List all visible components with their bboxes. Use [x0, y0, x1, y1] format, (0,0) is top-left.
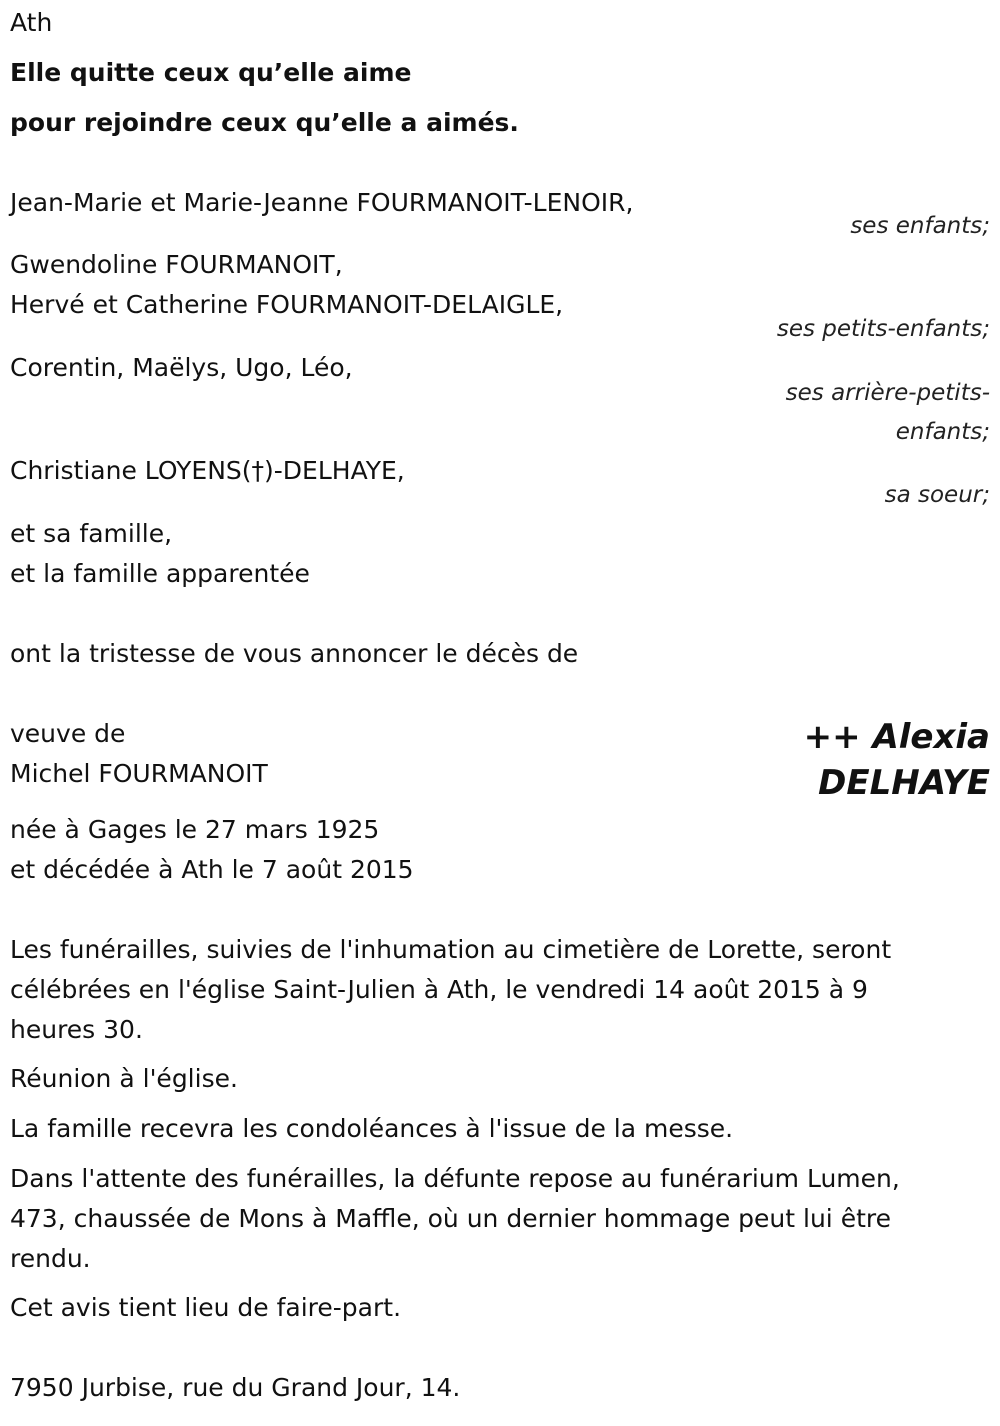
funeral-line-2: célébrées en l'église Saint-Julien à Ath, le vendredi 14 août 2015 à 9: [10, 975, 868, 1004]
sister-role: sa soeur;: [884, 482, 990, 508]
funeral-line-3: heures 30.: [10, 1015, 143, 1044]
rest-line-2: 473, chaussée de Mons à Maffle, où un dernier hommage peut lui être: [10, 1204, 891, 1233]
family-line-2: et la famille apparentée: [10, 559, 310, 588]
notice-info: Cet avis tient lieu de faire-part.: [10, 1293, 402, 1322]
sister-names: Christiane LOYENS(†)-DELHAYE,: [10, 456, 405, 485]
deceased-name-line-1: ++ Alexia: [803, 717, 990, 757]
children-names: Jean-Marie et Marie-Jeanne FOURMANOIT-LENOIR,: [10, 188, 634, 217]
grandchildren-role: ses petits-enfants;: [776, 316, 990, 342]
deceased-name-line-2: DELHAYE: [818, 763, 990, 803]
birth-info: née à Gages le 27 mars 1925: [10, 815, 380, 844]
greatgrandchildren-role-line-2: enfants;: [895, 419, 990, 445]
condolences-info: La famille recevra les condoléances à l'issue de la messe.: [10, 1114, 734, 1143]
announcement: ont la tristesse de vous annoncer le décès de: [10, 639, 579, 668]
address-info: 7950 Jurbise, rue du Grand Jour, 14.: [10, 1373, 461, 1402]
city-label: Ath: [10, 8, 53, 37]
deceased-name: [804, 714, 990, 806]
husband-name: Michel FOURMANOIT: [10, 759, 268, 788]
family-line-1: et sa famille,: [10, 519, 173, 548]
rest-line-3: rendu.: [10, 1244, 91, 1273]
greatgrandchildren-names: Corentin, Maëlys, Ugo, Léo,: [10, 353, 353, 382]
greatgrandchildren-role-line-1: ses arrière-petits-: [785, 380, 990, 406]
grandchildren-line-1: Gwendoline FOURMANOIT,: [10, 250, 343, 279]
funeral-line-1: Les funérailles, suivies de l'inhumation au cimetière de Lorette, seront: [10, 935, 892, 964]
quote-line-2: pour rejoindre ceux qu’elle a aimés.: [10, 108, 519, 137]
grandchildren-line-2: Hervé et Catherine FOURMANOIT-DELAIGLE,: [10, 290, 564, 319]
widow-of-label: veuve de: [10, 719, 126, 748]
death-info: et décédée à Ath le 7 août 2015: [10, 855, 414, 884]
rest-line-1: Dans l'attente des funérailles, la défunte repose au funérarium Lumen,: [10, 1164, 900, 1193]
children-role: ses enfants;: [850, 213, 990, 239]
quote-line-1: Elle quitte ceux qu’elle aime: [10, 58, 412, 87]
meeting-info: Réunion à l'église.: [10, 1064, 238, 1093]
